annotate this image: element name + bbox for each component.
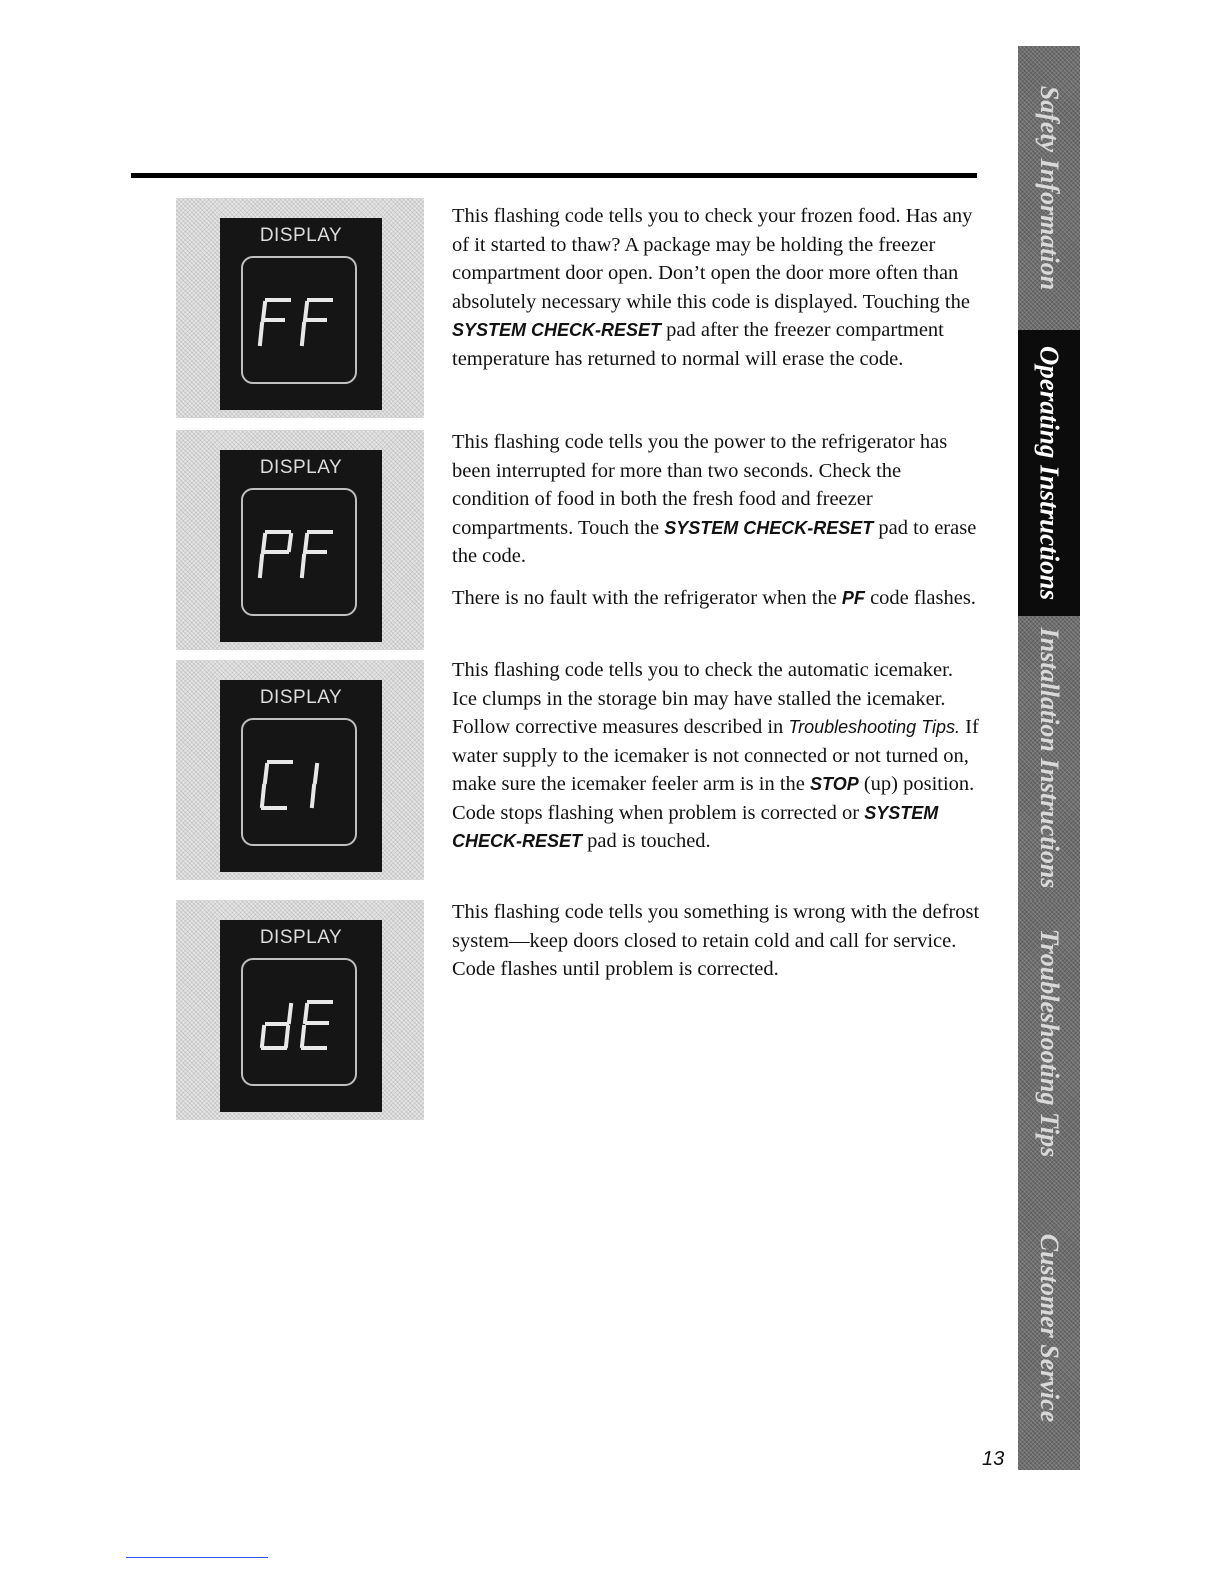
de-description: [452, 898, 982, 984]
text-run: This flashing code tells you the power to the refrigerator has been interrupted for more than two seconds. Check the condition of food in both the fresh food and freezer compartments. Touch the: [452, 431, 948, 539]
tab-label: Installation Instructions: [1035, 627, 1064, 889]
segment-code-ci: [243, 720, 355, 844]
tab-label: Troubleshooting Tips: [1035, 928, 1064, 1158]
text-run: This flashing code tells you something is wrong with the defrost system—keep doors closed to retain cold and call for service. Code flashes until problem is corrected.: [452, 901, 980, 980]
troubleshooting-tips-reference: Troubleshooting Tips.: [788, 717, 961, 737]
text-run: If water supply to the icemaker is not connected or not turned on, make sure the icemaker feeler arm is in the: [452, 716, 979, 795]
display-screen: [241, 718, 357, 846]
text-run: (up) position. Code stops flashing when problem is corrected or: [452, 773, 975, 824]
display-ci-image: [176, 660, 424, 880]
footer-line: [126, 1557, 268, 1558]
section-tabs: [1018, 46, 1080, 1470]
tab-label: Safety Information: [1035, 85, 1064, 291]
display-panel: [220, 680, 382, 872]
tab-troubleshooting-tips[interactable]: [1018, 900, 1080, 1186]
display-screen: [241, 958, 357, 1086]
system-check-reset-term: SYSTEM CHECK-RESET: [452, 320, 662, 340]
pf-note: [452, 584, 982, 613]
display-panel: [220, 920, 382, 1112]
display-label: DISPLAY: [259, 687, 343, 708]
display-label: DISPLAY: [259, 457, 343, 478]
tab-customer-service[interactable]: [1018, 1186, 1080, 1470]
text-run: pad after the freezer compartment temperature has returned to normal will erase the code.: [452, 319, 944, 370]
segment-code-pf: [243, 490, 355, 614]
text-run: This flashing code tells you to check your frozen food. Has any of it started to thaw? A package may be holding the freezer compartment door open. Don’t open the door more often than absolutely necessary while this code is displayed. Touching the: [452, 205, 973, 313]
text-run: pad to erase the code.: [452, 516, 977, 567]
text-run: code flashes.: [864, 587, 976, 609]
system-check-reset-term: SYSTEM CHECK-RESET: [664, 517, 874, 538]
top-rule: [131, 173, 977, 178]
display-panel: [220, 218, 382, 410]
segment-code-de: [243, 960, 355, 1084]
system-check-reset-term: SYSTEM CHECK-RESET: [452, 802, 939, 851]
display-screen: [241, 488, 357, 616]
display-ff-image: [176, 198, 424, 418]
display-label: DISPLAY: [259, 225, 343, 246]
display-screen: [241, 256, 357, 384]
segment-code-ff: [243, 258, 355, 382]
display-pf-image: [176, 430, 424, 650]
text-run: pad is touched.: [582, 830, 711, 852]
tab-label: Customer Service: [1035, 1233, 1064, 1423]
tab-operating-instructions[interactable]: [1018, 330, 1080, 616]
tab-installation-instructions[interactable]: [1018, 616, 1080, 900]
tab-label: Operating Instructions: [1034, 345, 1065, 601]
pf-term: PF: [841, 588, 865, 608]
tab-safety-information[interactable]: [1018, 46, 1080, 330]
page-number: 13: [982, 1448, 1005, 1470]
display-panel: [220, 450, 382, 642]
ff-description: [452, 202, 982, 373]
pf-description: [452, 428, 982, 571]
ci-description: [452, 656, 982, 856]
display-de-image: [176, 900, 424, 1120]
text-run: This flashing code tells you to check the automatic icemaker. Ice clumps in the storage bin may have stalled the icemaker. Follow corrective measures described in: [452, 659, 953, 738]
display-label: DISPLAY: [259, 927, 343, 948]
stop-term: STOP: [810, 774, 859, 794]
text-run: There is no fault with the refrigerator when the: [452, 587, 842, 609]
